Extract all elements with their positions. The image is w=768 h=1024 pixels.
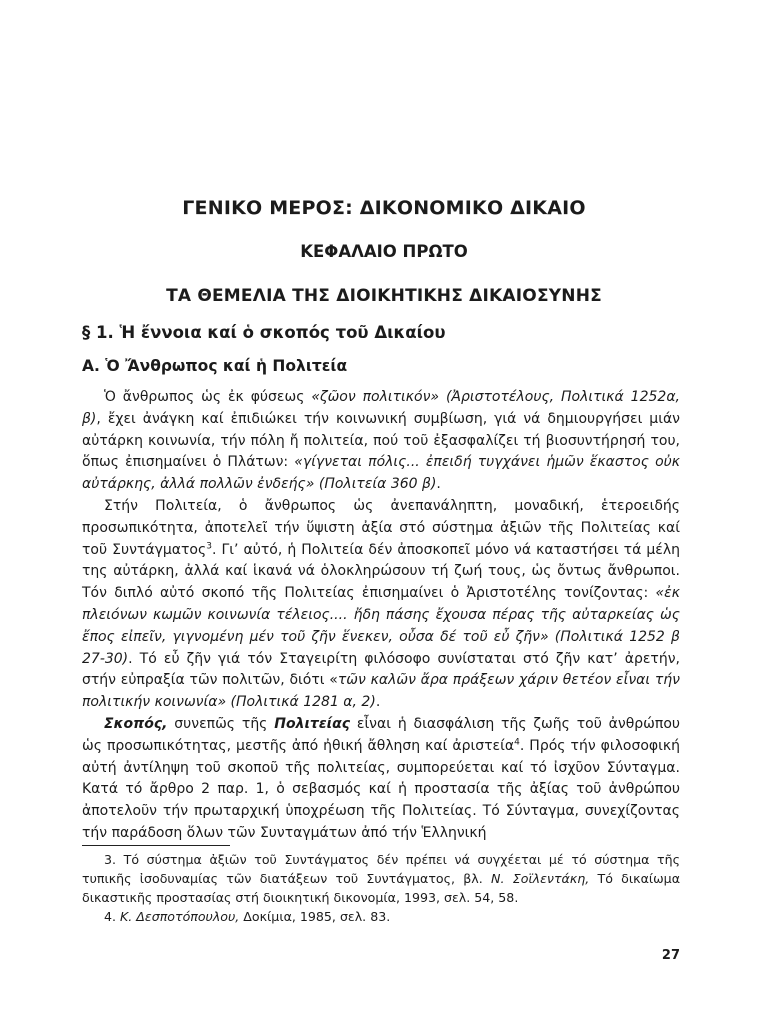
paragraph <box>82 496 680 714</box>
footnotes <box>82 850 680 926</box>
emphasis: Πολιτείας <box>274 715 351 732</box>
text-run: 3. Τό σύστημα ἀξιῶν τοῦ Συντάγματος δέν πρέπει νά συγχέεται μέ τό σύστημα τῆς τυπικῆς ἰσοδυναμίας τῶν διατάξεων τοῦ Συντάγματος, βλ. <box>82 852 680 886</box>
text-run: . <box>436 476 441 493</box>
author-name: Κ. Δεσποτόπουλου, <box>120 909 240 924</box>
text-run: . Τό εὖ ζῆν γιά τόν Σταγειρίτη φιλόσοφο συνίσταται στό ζῆν κατ’ ἀρετήν, στήν εὐπραξία τῶν πολιτῶν, διότι « <box>82 650 680 689</box>
footnote-3 <box>82 850 680 907</box>
text-run: . Πρός τήν φιλοσοφική αὐτή ἀντίληψη τοῦ σκοποῦ τῆς πολιτείας, συμπορεύεται καί τό ἰσχῦον Σύνταγμα. Κατά τό ἄρθρο 2 παρ. 1, ὁ σεβασμός καί ἡ προστασία τῆς ἀξίας τοῦ ἀνθρώπου ἀποτελοῦν τήν πρωταρχική ὑποχρέωση τῆς Πολιτείας. Τό Σύνταγμα, συνεχίζοντας τήν παράδοση ὅλων τῶν Συνταγμάτων ἀπό τήν Ἑλληνική <box>82 737 681 841</box>
subsection-heading: Α. Ὁ Ἄνθρωπος καί ἡ Πολιτεία <box>82 357 348 375</box>
emphasis: Σκοπός, <box>104 715 168 732</box>
chapter-title: ΤΑ ΘΕΜΕΛΙΑ ΤΗΣ ΔΙΟΙΚΗΤΙΚΗΣ ΔΙΚΑΙΟΣΥΝΗΣ <box>166 286 602 306</box>
footnote-ref: 4 <box>514 737 520 748</box>
chapter-heading: ΚΕΦΑΛΑΙΟ ΠΡΩΤΟ <box>300 242 468 261</box>
text-run: . Γι’ αὐτό, ἡ Πολιτεία δέν ἀποσκοπεῖ μόνο νά καταστήσει τά μέλη της αὐτάρκη, ἀλλά καί ἱκανά νά ὁλοκληρώσουν τή ζωή τους, ὡς ὄντως ἄνθρωποι. Τόν διπλό αὐτό σκοπό τῆς Πολιτείας ἐπισημαίνει ὁ Ἀριστοτέλης τονίζοντας: <box>82 541 680 602</box>
text-run: , ἔχει ἀνάγκη καί ἐπιδιώκει τήν κοινωνική συμβίωση, γιά νά δημιουργήσει μιάν αὐτάρκη κοινωνία, τήν πόλη ἤ πολιτεία, πού τοῦ ἐξασφαλίζει τή βιοσυντήρησή του, ὅπως ἐπισημαίνει ὁ Πλάτων: <box>82 410 680 471</box>
part-heading: ΓΕΝΙΚΟ ΜΕΡΟΣ: ΔΙΚΟΝΟΜΙΚΟ ΔΙΚΑΙΟ <box>182 197 586 219</box>
quotation: «ἐκ πλειόνων κωμῶν κοινωνία τέλειος.... ἤδη πάσης ἔχουσα πέρας τῆς αὐταρκείας ὡς ἔπος εἰπεῖν, γιγνομένη μέν τοῦ ζῆν ἕνεκεν, οὖσα δέ τοῦ εὖ ζῆν» (Πολιτικά 1252 β 27-30) <box>82 585 680 667</box>
text-run: 4. <box>104 909 121 924</box>
page-number: 27 <box>661 948 680 963</box>
text-run: Τό δικαίωμα δικαστικῆς προστασίας στή διοικητική δικονομία, 1993, σελ. 54, 58. <box>82 871 680 905</box>
text-run: συνεπῶς τῆς <box>167 715 275 732</box>
text-run: εἶναι ἡ διασφάλιση τῆς ζωῆς τοῦ ἀνθρώπου ὡς προσωπικότητας, μεστῆς ἀπό ἠθική ἄθληση καί ἀριστεία <box>82 715 680 754</box>
footnote-divider <box>82 845 230 846</box>
text-run: Στήν Πολιτεία, ὁ ἄνθρωπος ὡς ἀνεπανάληπτη, μοναδική, ἑτεροειδής προσωπικότητα, ἀποτελεῖ τήν ὕψιστη ἀξία στό σύστημα ἀξιῶν τῆς Πολιτείας καί τοῦ Συντάγματος <box>82 497 680 558</box>
text-run: Ὁ ἄνθρωπος ὡς ἐκ φύσεως <box>104 389 312 405</box>
paragraph <box>82 387 680 496</box>
author-name: Ν. Σοϊλεντάκη, <box>491 871 590 886</box>
text-run: Δοκίμια, 1985, σελ. 83. <box>239 909 391 924</box>
quotation: τῶν καλῶν ἄρα πράξεων χάριν θετέον εἶναι τήν πολιτικήν κοινωνία» (Πολιτικά 1281 α, 2) <box>82 672 680 711</box>
text-run: . <box>375 694 381 711</box>
section-heading: § 1. Ἡ ἔννοια καί ὁ σκοπός τοῦ Δικαίου <box>82 323 446 342</box>
paragraph <box>82 714 680 845</box>
footnote-ref: 3 <box>206 540 212 551</box>
footnote-4 <box>82 907 680 926</box>
quotation: «γίγνεται πόλις... ἐπειδή τυγχάνει ἡμῶν ἕκαστος οὐκ αὐτάρκης, ἀλλά πολλῶν ἐνδεής» (Πολιτεία 360 β) <box>82 454 680 493</box>
quotation: «ζῶον πολιτικόν» (Ἀριστοτέλους, Πολιτικά 1252α, β) <box>82 389 680 427</box>
body-text <box>82 387 680 845</box>
